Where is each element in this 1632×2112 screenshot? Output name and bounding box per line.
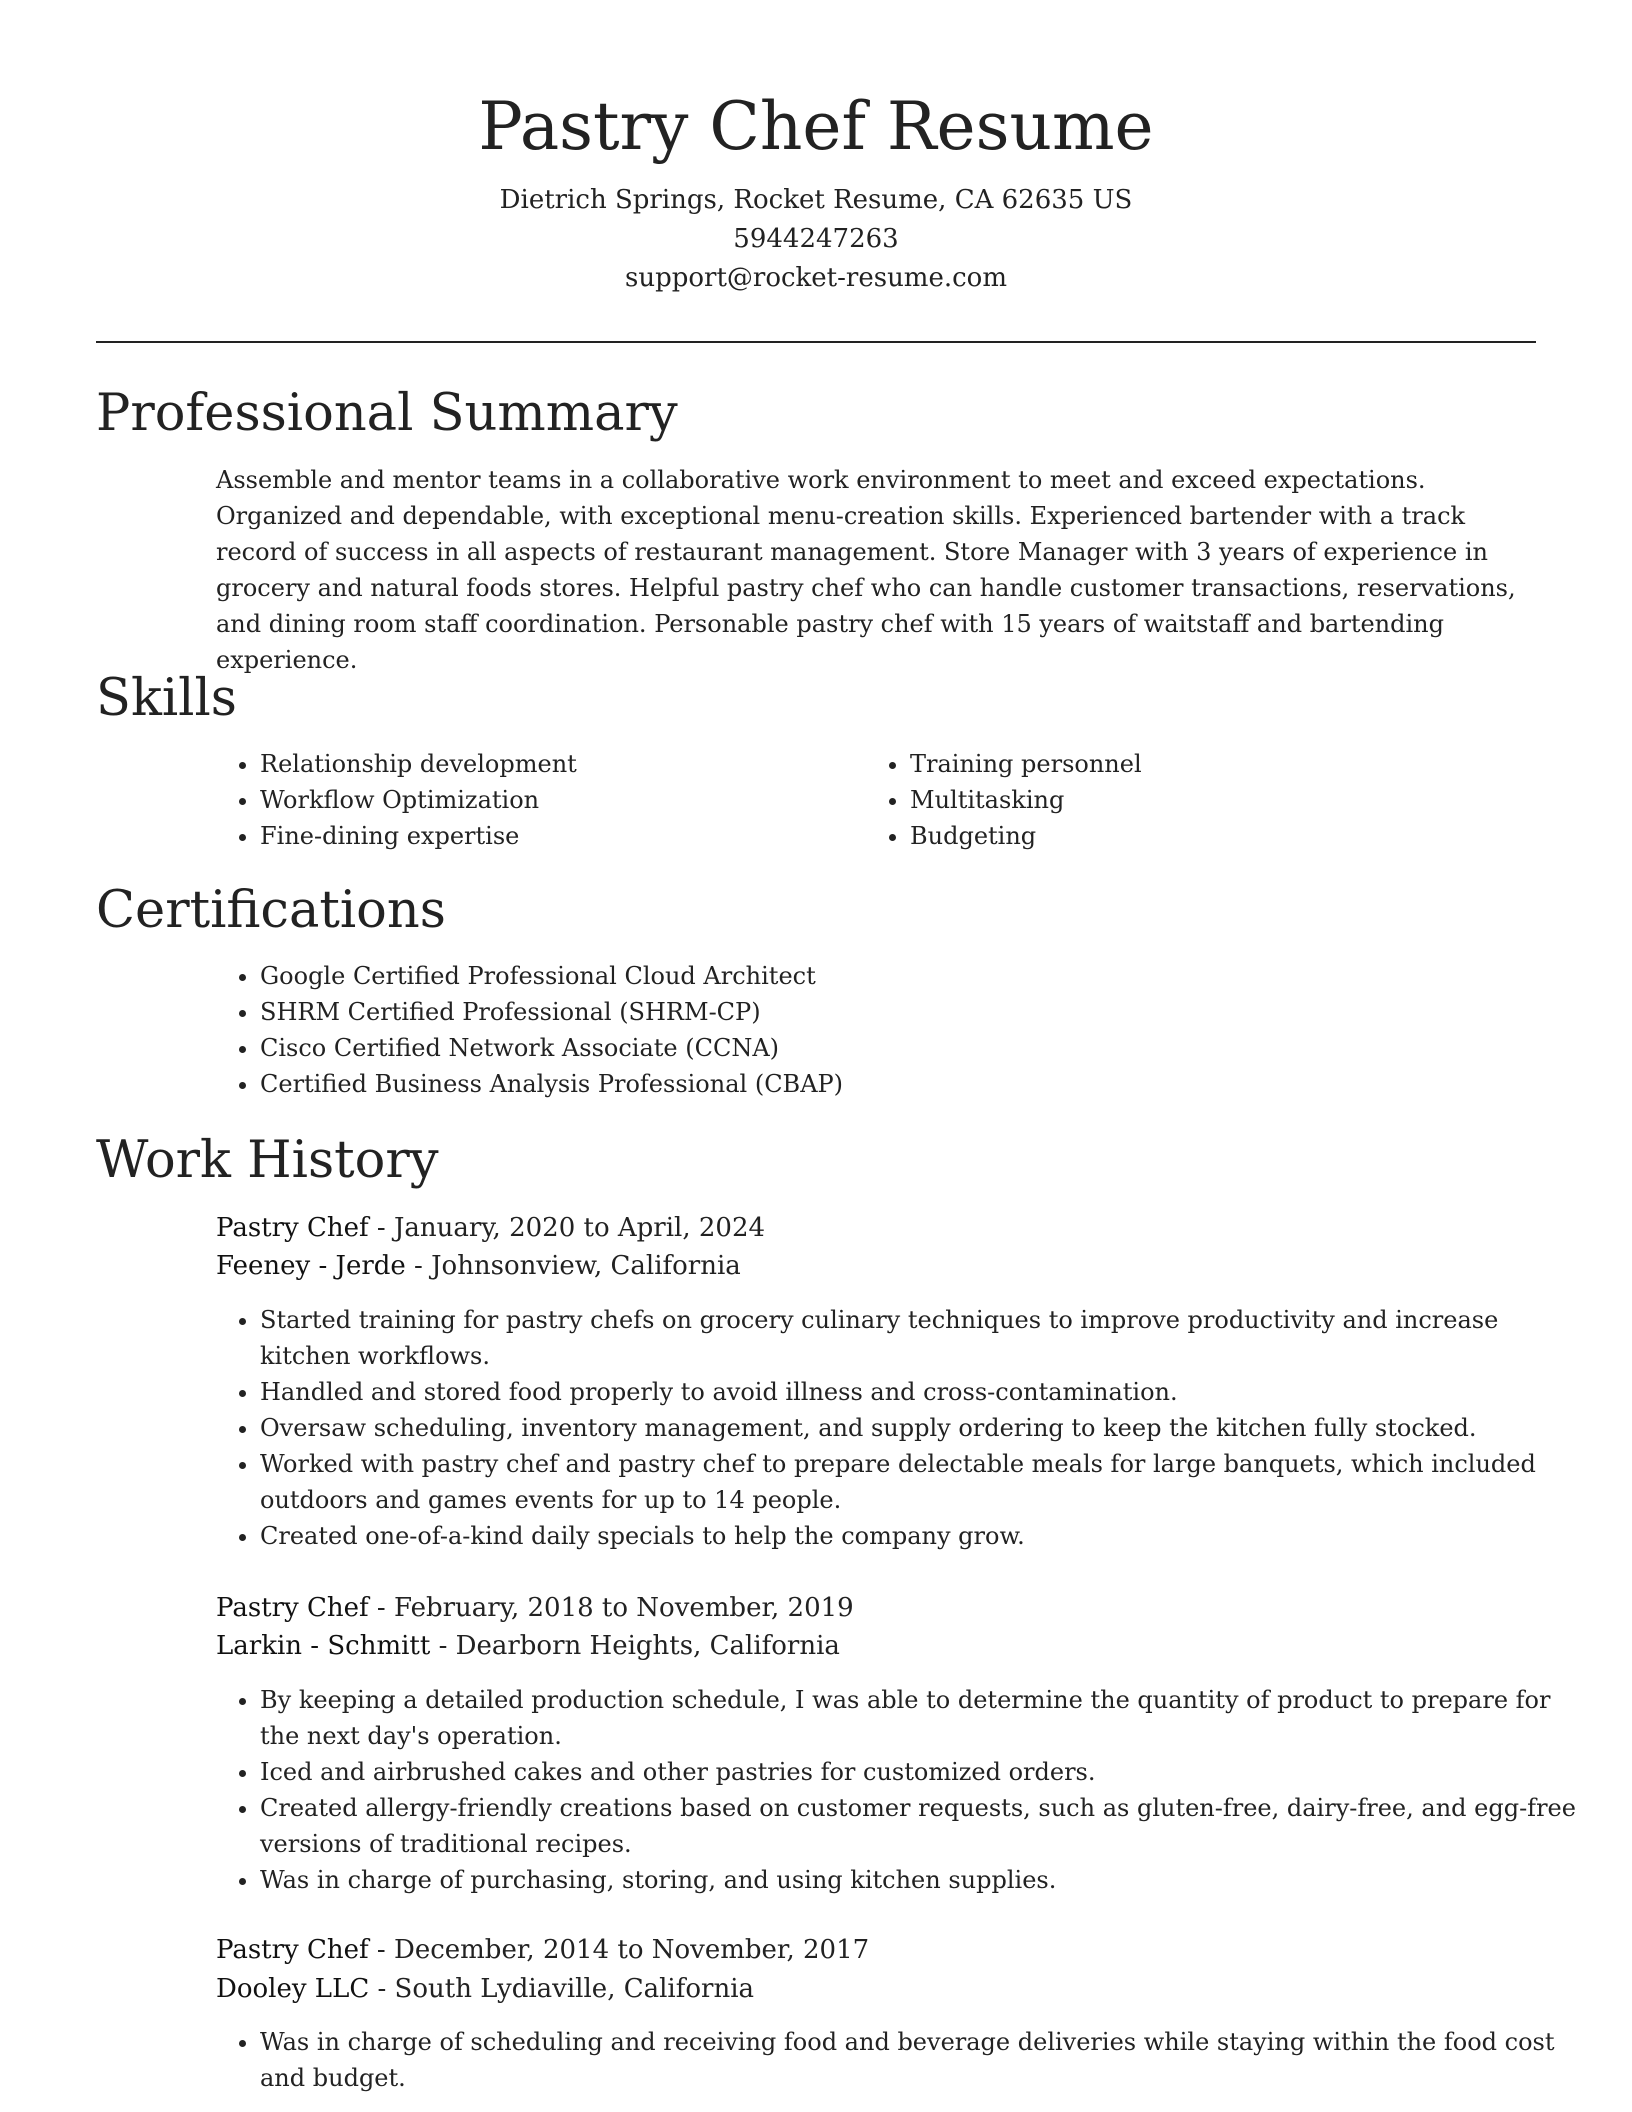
contact-email[interactable]: support@rocket-resume.com: [624, 263, 1007, 293]
list-item: • Worked with pastry chef and pastry chef to prepare delectable meals for large banquets, which included outdoors and games events for up to 14 people.: [260, 1446, 1582, 1518]
job-location: - Dearborn Heights, California: [430, 1631, 840, 1661]
skills-list-right: [866, 746, 1510, 854]
list-item: • Budgeting: [910, 818, 1510, 854]
contact-address: Dietrich Springs, Rocket Resume, CA 62635 US: [499, 185, 1133, 215]
job-title-line: [216, 1209, 765, 1247]
list-item: • Oversaw scheduling, inventory management, and supply ordering to keep the kitchen fully stocked.: [260, 1410, 1582, 1446]
section-title-summary: Professional Summary: [96, 384, 678, 443]
list-item: • SHRM Certified Professional (SHRM-CP): [260, 994, 1560, 1030]
job-company: Dooley LLC: [216, 1974, 370, 2004]
job-bullets: [216, 1682, 1582, 1898]
list-item: • By keeping a detailed production schedule, I was able to determine the quantity of product to prepare for the next day's operation.: [260, 1682, 1582, 1754]
job-title: Pastry Chef: [216, 1593, 369, 1623]
list-item: • Multitasking: [910, 782, 1510, 818]
list-item: • Created one-of-a-kind daily specials to help the company grow.: [260, 1518, 1582, 1554]
section-title-certifications: Certifications: [96, 881, 446, 940]
list-item: • Fine-dining expertise: [260, 818, 860, 854]
list-item: • Training personnel: [910, 746, 1510, 782]
list-item: • Workflow Optimization: [260, 782, 860, 818]
job-location: - South Lydiaville, California: [369, 1974, 755, 2004]
job-bullets: [216, 1302, 1582, 1554]
section-title-work-history: Work History: [96, 1131, 439, 1190]
job-title: Pastry Chef: [216, 1213, 369, 1243]
list-item: • Cisco Certified Network Associate (CCNA): [260, 1030, 1560, 1066]
job-dates: - December, 2014 to November, 2017: [368, 1935, 870, 1965]
section-title-skills: Skills: [96, 669, 237, 728]
skills-list-left: [216, 746, 860, 854]
list-item: • Created allergy-friendly creations based on customer requests, such as gluten-free, dairy-free, and egg-free versions of traditional recipes.: [260, 1790, 1582, 1862]
list-item: • Started training for pastry chefs on grocery culinary techniques to improve productivity and increase kitchen workflows.: [260, 1302, 1582, 1374]
list-item: • Was in charge of scheduling and receiving food and beverage deliveries while staying within the food cost and budget.: [260, 2024, 1582, 2096]
job-title-line: [216, 1589, 854, 1627]
resume-header: [96, 82, 1536, 298]
job-company-line: [216, 1970, 754, 2008]
list-item: • Certified Business Analysis Professional (CBAP): [260, 1066, 1560, 1102]
list-item: • Was in charge of purchasing, storing, and using kitchen supplies.: [260, 1862, 1582, 1898]
list-item: • Handled and stored food properly to avoid illness and cross-contamination.: [260, 1374, 1582, 1410]
job-company-line: [216, 1247, 741, 1285]
list-item: • Iced and airbrushed cakes and other pastries for customized orders.: [260, 1754, 1582, 1790]
document-title: Pastry Chef Resume: [478, 88, 1154, 165]
header-divider: [96, 341, 1536, 343]
job-dates: - January, 2020 to April, 2024: [368, 1213, 766, 1243]
job-location: - Johnsonview, California: [405, 1251, 741, 1281]
job-dates: - February, 2018 to November, 2019: [368, 1593, 854, 1623]
job-company-line: [216, 1627, 840, 1665]
list-item: • Google Certified Professional Cloud Architect: [260, 958, 1560, 994]
summary-text: Assemble and mentor teams in a collaborative work environment to meet and exceed expectations. Organized and dependable, with exceptional menu-creation skills. Experienced bartender with a track record of success in all aspects of restaurant management. Store Manager with 3 years of experience in grocery and natural foods stores. Helpful pastry chef who can handle customer transactions, reservations, and dining room staff coordination. Personable pastry chef with 15 years of waitstaff and bartending experience.: [216, 466, 1516, 674]
job-title-line: [216, 1931, 869, 1969]
list-item: • Relationship development: [260, 746, 860, 782]
job-company: Feeney - Jerde: [216, 1251, 406, 1281]
job-title: Pastry Chef: [216, 1935, 369, 1965]
job-bullets: [216, 2024, 1582, 2096]
certifications-list: [216, 958, 1560, 1102]
contact-phone: 5944247263: [733, 224, 899, 254]
job-company: Larkin - Schmitt: [216, 1631, 431, 1661]
contact-info: [96, 181, 1536, 298]
